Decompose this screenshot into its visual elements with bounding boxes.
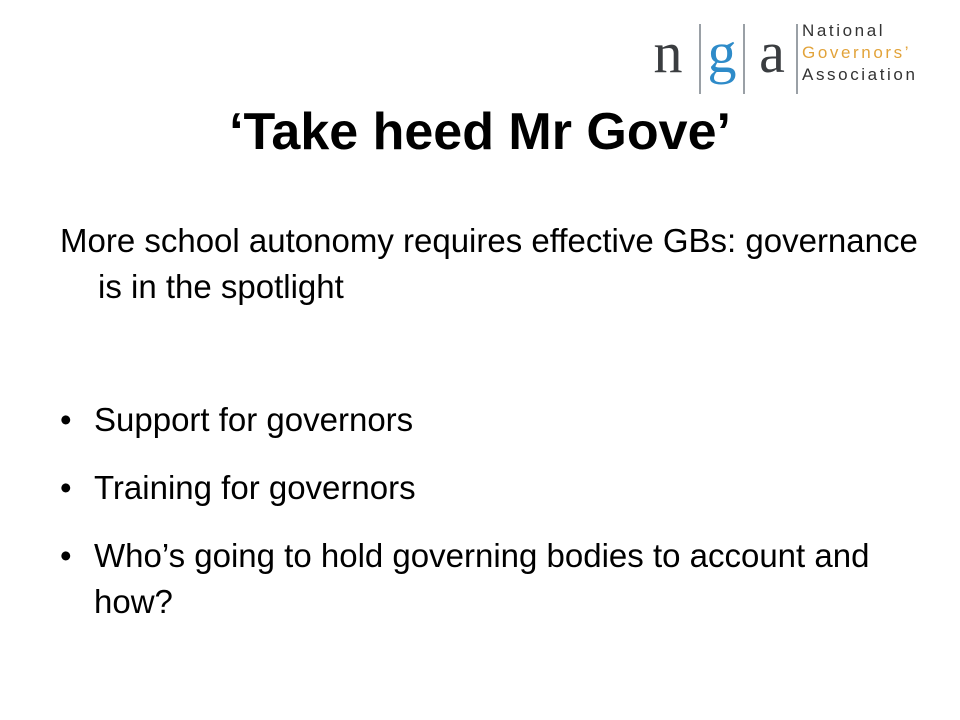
logo-line-governors: Governors’ bbox=[802, 43, 912, 62]
logo-letter-g: g bbox=[707, 20, 737, 85]
logo-letter-n: n bbox=[653, 20, 683, 85]
intro-paragraph: More school autonomy requires effective GBs: governance is in the spotlight bbox=[60, 222, 918, 305]
bullet-text: Support for governors bbox=[94, 401, 414, 438]
bullet-item-training bbox=[60, 465, 920, 511]
logo-letter-a: a bbox=[759, 20, 785, 85]
logo-line-national: National bbox=[802, 21, 886, 40]
slide-title: ‘Take heed Mr Gove’ bbox=[229, 103, 731, 161]
bullet-list bbox=[60, 397, 920, 625]
logo-line-association: Association bbox=[802, 65, 918, 84]
slide-body bbox=[60, 218, 920, 647]
nga-logo bbox=[640, 14, 940, 104]
bullet-icon: • bbox=[60, 469, 72, 506]
bullet-text: Training for governors bbox=[94, 469, 416, 506]
nga-logo-mark bbox=[640, 14, 798, 104]
bullet-item-accountability bbox=[60, 533, 920, 625]
bullet-text: Who’s going to hold governing bodies to account and how? bbox=[94, 537, 870, 620]
bullet-icon: • bbox=[60, 537, 72, 574]
bullet-icon: • bbox=[60, 401, 72, 438]
bullet-item-support bbox=[60, 397, 920, 443]
logo-wordmark bbox=[802, 20, 918, 86]
